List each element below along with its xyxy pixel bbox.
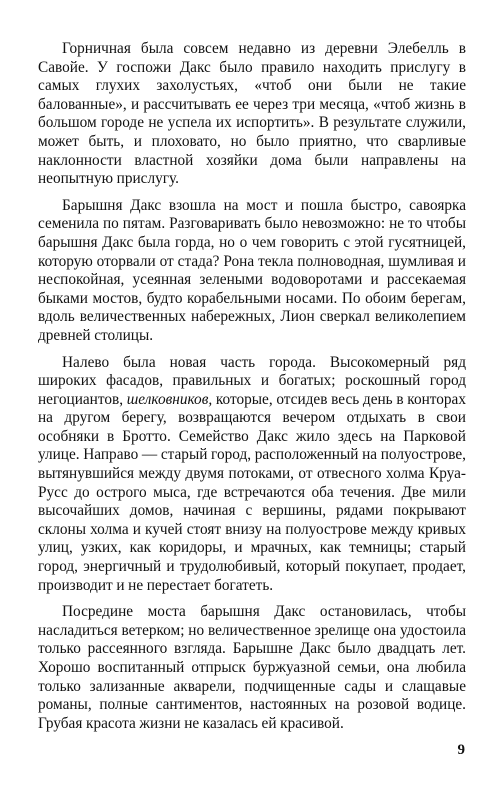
paragraph-4: Посредине моста барышня Дакс остановилась, чтобы насладиться ветерком; но величественное зрелище она удостоила только рассеянного взгляда. Барышне Дакс было двадцать лет. Хорошо воспитанный отпрыск буржуазной семьи, она любила только зализанные акварели, подчищенные сады и слащавые романы, полные сантиментов, настоянных на розовой водице. Грубая красота жизни не казалась ей красивой. [38, 603, 466, 732]
paragraph-1: Горничная была совсем недавно из деревни Элебелль в Савойе. У госпожи Дакс было правило находить прислугу в самых глухих захолустьях, «чтоб они были не такие балованные», и рассчитывать ее через три месяца, «чтоб жизнь в большом городе не успела их испортить». В результате служили, может быть, и плоховато, но было приятно, что сварливые наклонности властной хозяйки дома были направлены на неопытную прислугу. [38, 40, 466, 188]
paragraph-2: Барышня Дакс взошла на мост и пошла быстро, савоярка семенила по пятам. Разговаривать было невозможно: не то чтобы барышня Дакс была горда, но о чем говорить с этой гусятницей, которую оторвали от стада? Рона текла полноводная, шумливая и неспокойная, усеянная зелеными водоворотами и рассекаемая быками мостов, будто корабельными носами. По обоим берегам, вдоль величественных набережных, Лион сверкал великолепием древней столицы. [38, 196, 466, 344]
page-number: 9 [457, 742, 465, 758]
paragraph-3 [38, 354, 466, 596]
italic-word: шелковников, [126, 390, 213, 408]
paragraph-3-text-start: Налево была новая часть города. Высокомерный ряд широких фасадов, правильных и богатых; роскошный город негоциантов, [38, 353, 466, 408]
book-page [38, 40, 466, 741]
paragraph-3-text-end: которые, отсидев весь день в конторах на другом берегу, возвращаются вечером отдыхать в свои особняки в Бротто. Семейство Дакс жило здесь на Парковой улице. Направо — старый город, расположенный на полуострове, вытянувшийся между двумя потоками, от отвесного холма Круа-Русс до острого мыса, где встречаются оба течения. Две мили высочайших домов, начиная с вершины, рядами покрывают склоны холма и кучей стоят внизу на полуострове между кривых улиц, узких, как коридоры, и мрачных, как темницы; старый город, энергичный и трудолюбивый, который покупает, продает, производит и не перестает богатеть. [38, 390, 466, 594]
